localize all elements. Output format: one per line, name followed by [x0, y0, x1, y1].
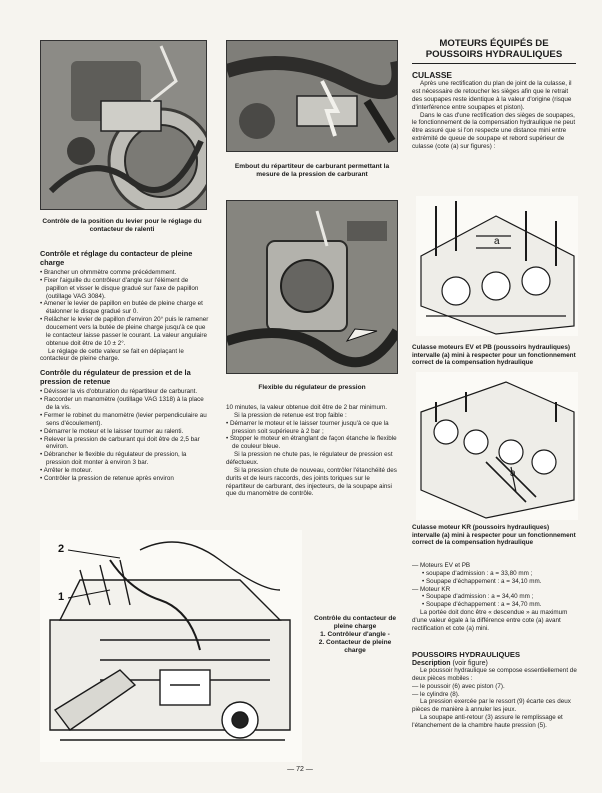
list-item: • Stopper le moteur en étranglant de façon étanche le flexible de couleur bleue. [226, 435, 398, 451]
right-column [412, 38, 576, 151]
page-number: — 72 — [287, 766, 313, 773]
spec-kr-title: — Moteur KR [412, 585, 451, 593]
description-title: Description [412, 660, 451, 667]
fig2-dimension-label: a [510, 468, 516, 479]
tappets-p1: Le poussoir hydraulique se compose essentiellement de deux pièces mobiles : [412, 667, 577, 682]
title-divider [412, 63, 576, 64]
pressure-hose-caption: Flexible du régulateur de pression [258, 384, 366, 391]
spec-kr-exhaust: • Soupape d'échappement : a = 34,70 mm. [422, 601, 542, 609]
list-item: • Relever la pression de carburant qui doit être de 2,5 bar environ. [40, 436, 210, 452]
fuel-distributor-photo [226, 40, 398, 152]
drawing-caption-item-2: 2. Contacteur de pleine charge [318, 638, 392, 654]
culasse-p2: Dans le cas d'une rectification des sièges de soupapes, le fonctionnement de la compensation hydraulique ne peut être assuré que si l'on respecte une distance mini entre extrémité de queue de soupape et rebord supérieur de culasse (cote (a) sur figures) : [412, 111, 576, 150]
spec-ev-pb-title: — Moteurs EV et PB [412, 562, 471, 569]
list-item: • Contrôler la pression de retenue après environ [40, 475, 210, 483]
tappets-p2: La pression exercée par le ressort (9) écarte ces deux pièces de manière à annuler les jeux. [412, 698, 571, 714]
spec-kr-intake: • Soupape d'admission : a = 34,40 mm ; [422, 593, 534, 601]
pressure-cont-steps [226, 420, 398, 451]
cylinder-head-kr-figure [416, 372, 578, 520]
full-load-drawing-caption [310, 615, 400, 655]
pressure-continuation [226, 404, 398, 498]
list-item: • Démarrer le moteur et le laisser tourner jusqu'à ce que la pression soit supérieure à 2 bar ; [226, 420, 398, 436]
list-item: • Démarrer le moteur et le laisser tourner au ralenti. [40, 428, 210, 436]
section-main-title: MOTEURS ÉQUIPÉS DE POUSSOIRS HYDRAULIQUES [425, 38, 563, 61]
description-suffix: (voir figure) [452, 660, 488, 667]
throttle-lever-illustration [41, 41, 206, 209]
full-load-switch-drawing [40, 530, 302, 762]
fig1-dimension-label: a [494, 236, 500, 247]
pressure-cont-p2: Si la pression de retenue est trop faible : [234, 411, 347, 419]
spec-ev-pb-intake: • soupape d'admission : a = 33,80 mm ; [422, 569, 533, 577]
tappets-item-1: — le poussoir (6) avec piston (7). [412, 682, 505, 690]
tappets-item-2: — le cylindre (8). [412, 690, 460, 698]
list-item: • Brancher un ohmmètre comme précédemment. [40, 269, 210, 277]
tappets-p3: La soupape anti-retour (3) assure le remplissage et l'étanchement de la chambre haute pression (5). [412, 714, 563, 730]
cylinder-head-ev-pb-illustration [416, 196, 578, 336]
list-item: • Amener le levier de papillon en butée de pleine charge et étalonner le disque gradué sur 0. [40, 300, 210, 316]
list-item: • Fixer l'aiguille du contrôleur d'angle sur l'élément de papillon et visser le disque gradué sur l'axe de papillon (outillage VAG 3084). [40, 277, 210, 301]
spec-ev-pb-exhaust: • Soupape d'échappement : a = 34,10 mm. [422, 577, 542, 585]
fig1-caption: Culasse moteurs EV et PB (poussoirs hydrauliques) intervalle (a) mini à respecter pour un fonctionnement correct de la compensation hydraulique [412, 344, 576, 367]
list-item: • Relâcher le levier de papillon d'environ 20° puis le ramener doucement vers la butée de pleine charge jusqu'à ce que le contacteur laisse passer le courant. La valeur angulaire obtenue doit être de 10 ± 2°. [40, 316, 210, 347]
list-item: • Raccorder un manomètre (outillage VAG 1318) à la place de la vis. [40, 396, 210, 412]
pressure-regulator-steps [40, 388, 210, 482]
pressure-hose-photo [226, 200, 398, 374]
drawing-caption-item-1: 1. Contrôleur d'angle - [320, 630, 390, 638]
culasse-p1: Après une rectification du plan de joint de la culasse, il est nécessaire de retoucher les sièges afin que le retrait des soupapes reste identique à la valeur d'origine (risque d'interférence entre soupapes et piston). [412, 80, 572, 111]
list-item: • Débrancher le flexible du régulateur de pression, la pression doit monter à environ 3 bar. [40, 451, 210, 467]
throttle-photo-caption: Contrôle de la position du levier pour le réglage du contacteur de ralenti [42, 218, 202, 233]
callout-1-label: 1 [58, 591, 65, 603]
full-load-title: Contrôle et réglage du contacteur de pleine charge [40, 249, 193, 267]
list-item: • Fermer le robinet du manomètre (levier perpendiculaire au sens d'écoulement). [40, 412, 210, 428]
fuel-distributor-caption: Embout du répartiteur de carburant permettant la mesure de la pression de carburant [234, 163, 390, 178]
cylinder-head-kr-illustration [416, 372, 578, 520]
hydraulic-tappets-section [412, 650, 578, 730]
fuel-distributor-illustration [227, 41, 397, 151]
drawing-caption-title: Contrôle du contacteur de pleine charge [313, 615, 397, 630]
full-load-note: Le réglage de cette valeur se fait en déplaçant le contacteur de pleine charge. [40, 347, 184, 363]
full-load-steps [40, 269, 210, 348]
pressure-regulator-title: Contrôle du régulateur de pression et de la pression de retenue [40, 368, 191, 386]
list-item: • Dévisser la vis d'obturation du répartiteur de carburant. [40, 388, 210, 396]
pressure-cont-p3: Si la pression ne chute pas, le régulateur de pression est défectueux. [226, 451, 393, 467]
tappets-title: POUSSOIRS HYDRAULIQUES [412, 650, 521, 659]
clearance-specs [412, 562, 578, 633]
culasse-title: CULASSE [412, 70, 453, 81]
full-load-switch-illustration [40, 530, 302, 762]
pressure-hose-illustration [227, 201, 397, 373]
cylinder-head-ev-pb-figure [416, 196, 578, 336]
list-item: • Arrêter le moteur. [40, 467, 210, 475]
full-load-section [40, 250, 210, 483]
pressure-cont-p1: 10 minutes, la valeur obtenue doit être de 2 bar minimum. [226, 404, 388, 411]
pressure-cont-p4: Si la pression chute de nouveau, contrôler l'étanchéité des durits et de leurs raccords, des joints toriques sur le répartiteur de carburant, des injecteurs, de la soupape ainsi que du manomètre de contrôle. [226, 466, 397, 498]
throttle-lever-photo [40, 40, 207, 210]
fig2-caption: Culasse moteur KR (poussoirs hydrauliques) intervalle (a) mini à respecter pour un fonctionnement correct de la compensation hydraulique [412, 524, 576, 547]
spec-note: La portée doit donc être « descendue » au maximum d'une valeur égale à la différence entre cote (a) avant rectification et cote (a) mini. [412, 609, 568, 632]
callout-2-label: 2 [58, 543, 65, 555]
